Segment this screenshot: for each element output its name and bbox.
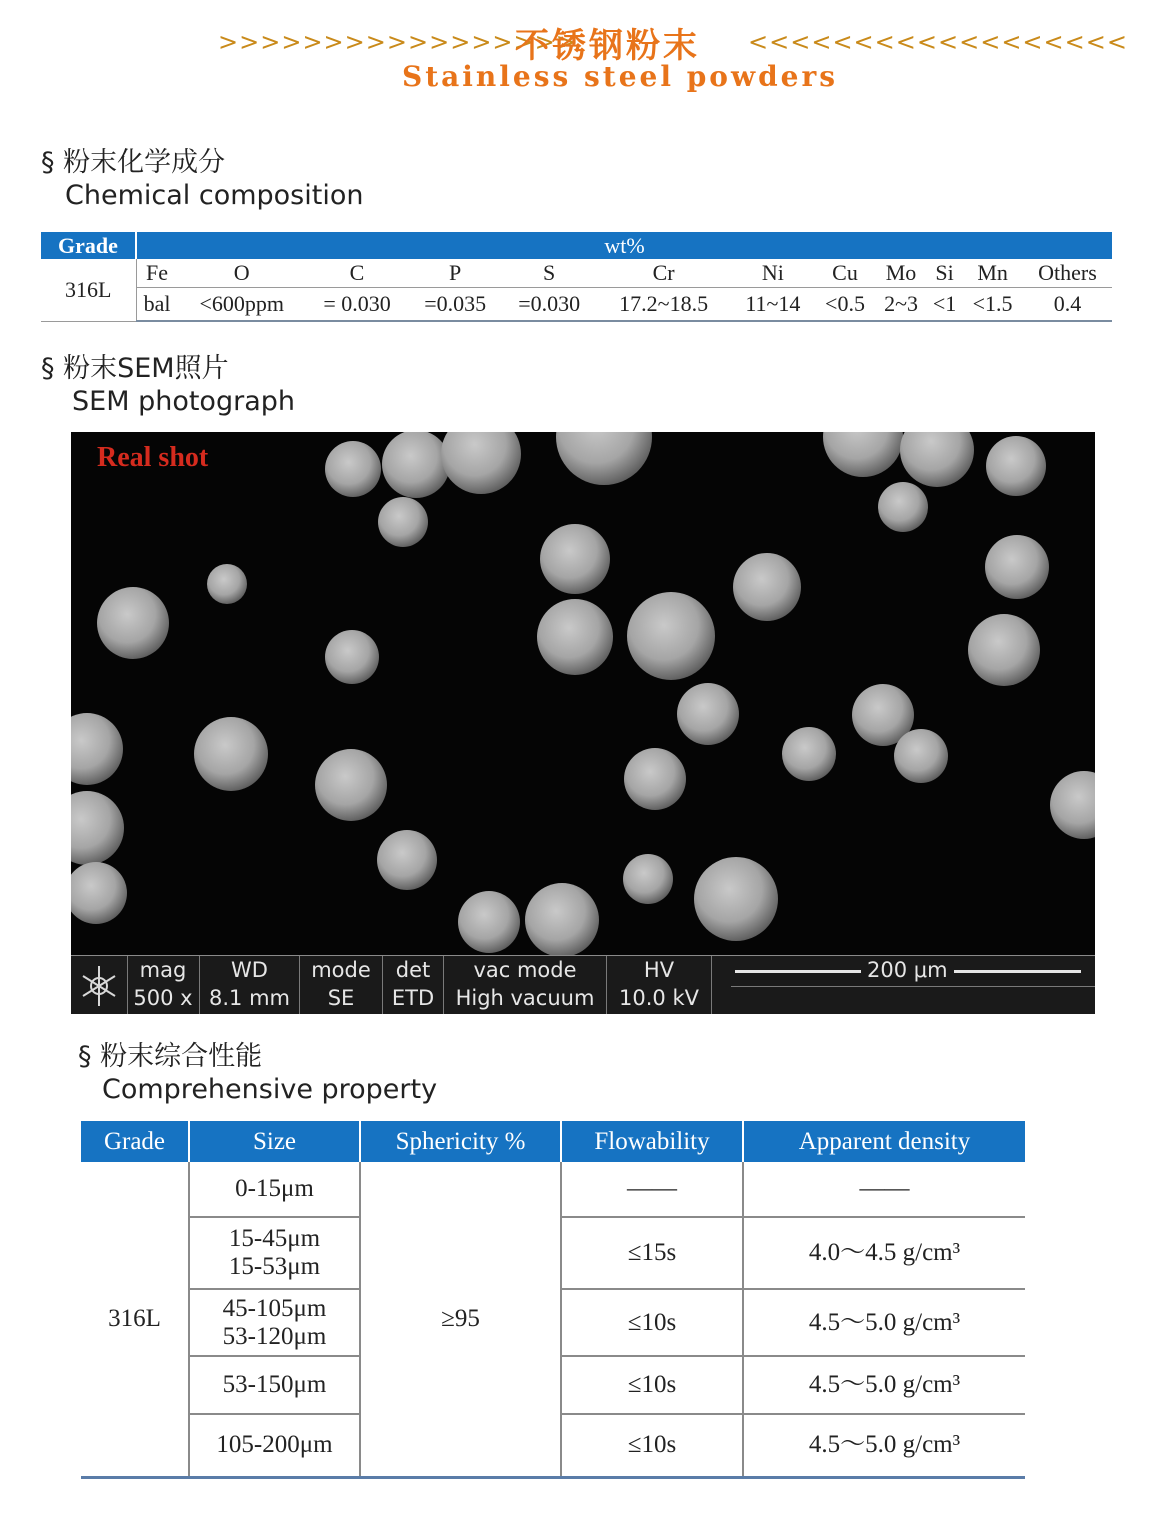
element-cell: Cr — [596, 259, 731, 288]
powder-particle — [525, 883, 599, 955]
chemical-composition-table — [41, 232, 1112, 322]
powder-particle — [378, 497, 428, 547]
size-cell: 0-15μm — [189, 1162, 360, 1217]
flowability-cell: —— — [561, 1162, 743, 1217]
powder-particle — [377, 830, 437, 890]
flowability-cell: ≤15s — [561, 1217, 743, 1289]
value-cell: =0.030 — [502, 288, 596, 322]
size-cell: 15-45μm 15-53μm — [189, 1217, 360, 1289]
element-cell: Ni — [731, 259, 815, 288]
value-cell: =0.035 — [408, 288, 502, 322]
flowability-cell: ≤10s — [561, 1356, 743, 1414]
element-cell: Others — [1023, 259, 1112, 288]
section-chemical-heading — [41, 140, 363, 213]
powder-particle — [624, 748, 686, 810]
section-title-cn: 粉末综合性能 — [100, 1041, 263, 1072]
element-cell: Mn — [962, 259, 1023, 288]
powder-particle — [540, 524, 610, 594]
powder-particle — [894, 729, 948, 783]
powder-particle — [458, 891, 520, 953]
sem-info-wd: WD 8.1 mm — [200, 956, 300, 1014]
powder-particle — [986, 436, 1046, 496]
grade-header: Grade — [41, 232, 136, 259]
section-title-cn: 粉末SEM照片 — [63, 353, 229, 384]
table-header-row — [81, 1121, 1025, 1162]
section-title-cn: 粉末化学成分 — [63, 147, 226, 178]
powder-particle — [556, 432, 652, 485]
value-cell: = 0.030 — [306, 288, 408, 322]
grade-cell: 316L — [41, 259, 136, 321]
value-cell: 0.4 — [1023, 288, 1112, 322]
powder-particle — [71, 713, 123, 785]
powder-particle — [325, 630, 379, 684]
powder-particle — [382, 432, 450, 498]
header-arrows-right: <<<<<<<<<<<<<<<<<< — [748, 28, 1128, 56]
table-row — [81, 1162, 1025, 1217]
powder-particle — [1050, 771, 1095, 839]
flowability-cell: ≤10s — [561, 1289, 743, 1356]
value-cell: 2~3 — [875, 288, 926, 322]
powder-particle — [878, 482, 928, 532]
element-cell: C — [306, 259, 408, 288]
powder-particle — [823, 432, 903, 477]
element-cell: Fe — [136, 259, 178, 288]
element-cell: Cu — [815, 259, 876, 288]
value-row — [41, 288, 1112, 322]
element-row — [41, 259, 1112, 288]
table-header-row — [41, 232, 1112, 259]
sem-info-det: det ETD — [383, 956, 444, 1014]
header-sphericity: Sphericity % — [360, 1121, 561, 1162]
section-sem-heading — [41, 346, 295, 419]
property-table — [81, 1121, 1025, 1479]
value-cell: <0.5 — [815, 288, 876, 322]
powder-particle — [194, 717, 268, 791]
real-shot-badge: Real shot — [97, 442, 209, 473]
size-cell: 53-150μm — [189, 1356, 360, 1414]
size-cell: 45-105μm 53-120μm — [189, 1289, 360, 1356]
section-title-en: Comprehensive property — [102, 1074, 438, 1105]
powder-particle — [627, 592, 715, 680]
section-symbol: § — [41, 147, 55, 178]
section-symbol: § — [41, 353, 55, 384]
section-title-en: Chemical composition — [65, 180, 364, 211]
powder-particle — [623, 854, 673, 904]
density-cell: 4.5～5.0 g/cm³ — [743, 1356, 1025, 1414]
value-cell: <600ppm — [178, 288, 306, 322]
grade-cell: 316L — [81, 1162, 189, 1477]
sem-info-bar — [71, 955, 1095, 1014]
flowability-cell: ≤10s — [561, 1414, 743, 1477]
density-cell: —— — [743, 1162, 1025, 1217]
powder-particle — [694, 857, 778, 941]
value-cell: bal — [136, 288, 178, 322]
element-cell: P — [408, 259, 502, 288]
value-cell: 11~14 — [731, 288, 815, 322]
sem-info-vac-mode: vac mode High vacuum — [444, 956, 607, 1014]
powder-particle — [968, 614, 1040, 686]
density-cell: 4.5～5.0 g/cm³ — [743, 1414, 1025, 1477]
header-apparent-density: Apparent density — [743, 1121, 1025, 1162]
value-cell: <1.5 — [962, 288, 1023, 322]
size-cell: 105-200μm — [189, 1414, 360, 1477]
wt-header: wt% — [136, 232, 1112, 259]
element-cell: Si — [927, 259, 963, 288]
section-property-heading — [78, 1034, 437, 1107]
powder-particle — [71, 791, 124, 865]
header-flowability: Flowability — [561, 1121, 743, 1162]
sem-info-mode: mode SE — [300, 956, 383, 1014]
element-cell: S — [502, 259, 596, 288]
sem-info-mag: mag 500 x — [127, 956, 200, 1014]
page-header — [0, 14, 1150, 109]
density-cell: 4.5～5.0 g/cm³ — [743, 1289, 1025, 1356]
powder-particles-image — [71, 432, 1095, 955]
element-cell: O — [178, 259, 306, 288]
header-arrows-left: >>>>>>>>>>>>>>>>> — [218, 28, 577, 56]
header-grade: Grade — [81, 1121, 189, 1162]
page-title-en: Stainless steel powders — [402, 60, 838, 93]
header-size: Size — [189, 1121, 360, 1162]
powder-particle — [985, 535, 1049, 599]
section-title-en: SEM photograph — [72, 386, 295, 417]
powder-particle — [325, 441, 381, 497]
powder-particle — [441, 432, 521, 494]
sem-photograph — [71, 432, 1095, 1014]
section-symbol: § — [78, 1041, 92, 1072]
fei-logo-icon — [71, 956, 128, 1014]
powder-particle — [97, 587, 169, 659]
sphericity-cell: ≥95 — [360, 1162, 561, 1477]
sem-info-hv: HV 10.0 kV — [607, 956, 712, 1014]
powder-particle — [315, 749, 387, 821]
powder-particle — [71, 862, 127, 924]
value-cell: <1 — [927, 288, 963, 322]
scale-label: 200 μm — [861, 958, 954, 982]
element-cell: Mo — [875, 259, 926, 288]
density-cell: 4.0～4.5 g/cm³ — [743, 1217, 1025, 1289]
powder-particle — [782, 727, 836, 781]
powder-particle — [677, 683, 739, 745]
powder-particle — [537, 599, 613, 675]
scale-bar — [731, 956, 1095, 987]
value-cell: 17.2~18.5 — [596, 288, 731, 322]
powder-particle — [900, 432, 974, 487]
powder-particle — [207, 564, 247, 604]
powder-particle — [733, 553, 801, 621]
page-title-cn: 不锈钢粉末 — [515, 26, 700, 66]
